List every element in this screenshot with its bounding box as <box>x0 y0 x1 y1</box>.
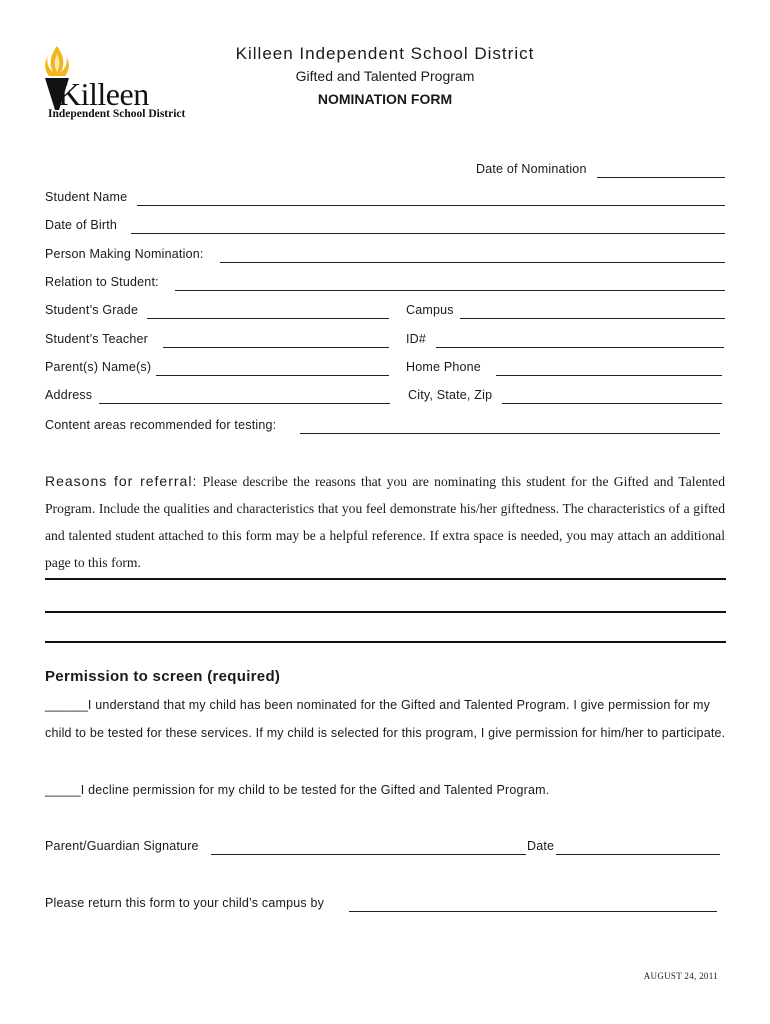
date-of-nomination-label: Date of Nomination <box>476 162 587 176</box>
address-label: Address <box>45 388 93 402</box>
permission-decline <box>45 776 735 804</box>
district-title: Killeen Independent School District <box>235 44 535 63</box>
accept-initial-blank[interactable]: ______ <box>45 698 88 712</box>
signature-field[interactable] <box>211 854 526 855</box>
date-of-nomination-field[interactable] <box>597 177 725 178</box>
return-label: Please return this form to your child’s campus by <box>45 896 325 910</box>
grade-field[interactable] <box>147 318 389 319</box>
permission-accept <box>45 691 735 747</box>
reasons-heading: Reasons for referral: <box>45 473 198 489</box>
date-of-birth-label: Date of Birth <box>45 218 118 232</box>
city-state-zip-field[interactable] <box>502 403 722 404</box>
city-state-zip-label: City, State, Zip <box>408 388 493 402</box>
campus-label: Campus <box>406 303 454 317</box>
campus-field[interactable] <box>460 318 725 319</box>
decline-text: I decline permission for my child to be tested for the Gifted and Talented Program. <box>80 783 550 797</box>
accept-text: I understand that my child has been nominated for the Gifted and Talented Program. I give permission for my child to be tested for these services. If my child is selected for this program, I give permission for him/her to participate. <box>45 698 726 740</box>
grade-label: Student’s Grade <box>45 303 139 317</box>
id-field[interactable] <box>436 347 724 348</box>
parents-field[interactable] <box>156 375 389 376</box>
content-areas-label: Content areas recommended for testing: <box>45 418 277 432</box>
program-title: Gifted and Talented Program <box>295 68 475 84</box>
student-name-label: Student Name <box>45 190 128 204</box>
teacher-label: Student’s Teacher <box>45 332 149 346</box>
logo-subtitle: Independent School District <box>48 108 186 120</box>
logo-wordmark: Killeen <box>58 76 149 112</box>
signature-date-label: Date <box>527 839 555 853</box>
form-title: NOMINATION FORM <box>317 91 453 107</box>
return-date-field[interactable] <box>349 911 717 912</box>
address-field[interactable] <box>99 403 390 404</box>
permission-heading: Permission to screen (required) <box>45 668 281 685</box>
teacher-field[interactable] <box>163 347 389 348</box>
id-label: ID# <box>406 332 427 346</box>
home-phone-field[interactable] <box>496 375 722 376</box>
student-name-field[interactable] <box>137 205 725 206</box>
date-of-birth-field[interactable] <box>131 233 725 234</box>
reasons-text: Please describe the reasons that you are nominating this student for the Gifted and Talented Program. Include the qualities and characteristics that you feel demonstrate his/her giftedness. The characteristics of a gifted and talented student attached to this form may be a helpful reference. If extra space is needed, you may attach an additional page to this form. <box>45 474 726 570</box>
reason-line-3[interactable] <box>45 641 726 643</box>
person-nominating-label: Person Making Nomination: <box>45 247 204 261</box>
relation-field[interactable] <box>175 290 725 291</box>
decline-initial-blank[interactable]: _____ <box>45 783 81 797</box>
signature-label: Parent/Guardian Signature <box>45 839 199 853</box>
footer-date: AUGUST 24, 2011 <box>643 971 718 981</box>
relation-label: Relation to Student: <box>45 275 159 289</box>
content-areas-field[interactable] <box>300 433 720 434</box>
person-nominating-field[interactable] <box>220 262 725 263</box>
parents-label: Parent(s) Name(s) <box>45 360 152 374</box>
reasons-paragraph <box>45 468 725 576</box>
home-phone-label: Home Phone <box>406 360 481 374</box>
signature-date-field[interactable] <box>556 854 720 855</box>
reason-line-2[interactable] <box>45 611 726 613</box>
reason-line-1[interactable] <box>45 578 726 580</box>
